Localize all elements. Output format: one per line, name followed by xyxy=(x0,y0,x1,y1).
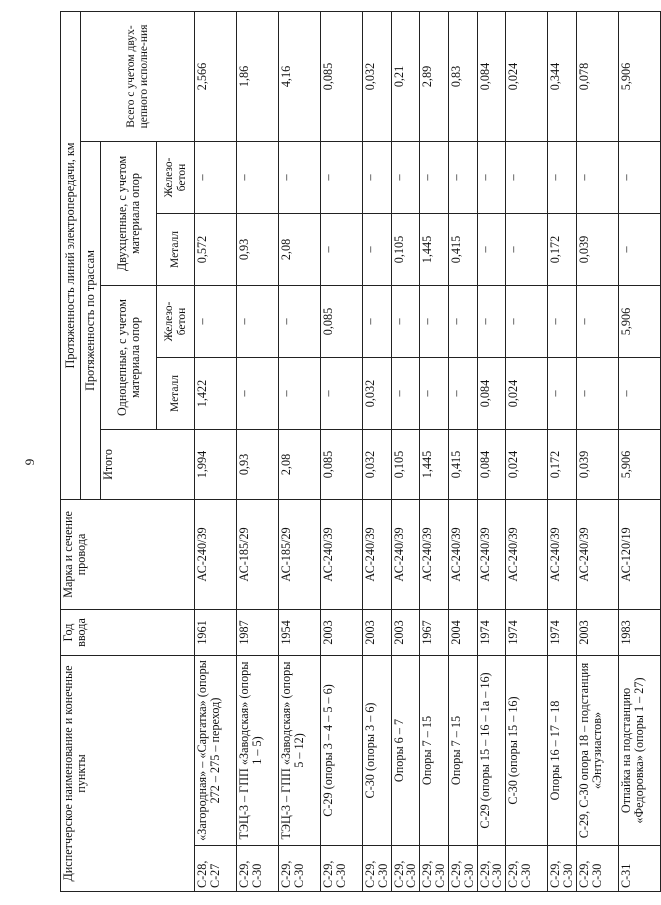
cell-single-metal: – xyxy=(448,357,477,429)
cell-wire: АС-240/39 xyxy=(506,499,548,609)
header-double-concrete: Железо-бетон xyxy=(157,141,195,213)
cell-double-concrete: – xyxy=(363,141,392,213)
table-row xyxy=(321,11,363,891)
cell-single-metal: – xyxy=(420,357,449,429)
cell-single-concrete: – xyxy=(237,285,279,357)
cell-name: С-29 (опоры 3 – 4 – 5 – 6) xyxy=(321,655,363,845)
cell-wire: АС-240/39 xyxy=(391,499,420,609)
cell-wire: АС-120/19 xyxy=(618,499,660,609)
cell-double-metal: 0,572 xyxy=(195,213,237,285)
cell-all: 0,078 xyxy=(576,11,618,141)
cell-single-concrete: – xyxy=(548,285,577,357)
cell-code: С-29, С-30 xyxy=(391,846,420,892)
cell-code: С-29, С-30 xyxy=(420,846,449,892)
cell-single-metal: 0,032 xyxy=(363,357,392,429)
cell-single-concrete: – xyxy=(363,285,392,357)
cell-single-metal: – xyxy=(576,357,618,429)
cell-name: Отпайка на подстанцию «Федоровка» (опоры 1 – 27) xyxy=(618,655,660,845)
cell-code: С-31 xyxy=(618,846,660,892)
header-single-metal: Металл xyxy=(157,357,195,429)
cell-single-concrete: – xyxy=(279,285,321,357)
cell-double-metal: – xyxy=(321,213,363,285)
cell-double-concrete: – xyxy=(618,141,660,213)
cell-all: 0,085 xyxy=(321,11,363,141)
table-row xyxy=(448,11,477,891)
table-row xyxy=(420,11,449,891)
cell-name: ТЭЦ-3 – ГПП «Заводская» (опоры 1 – 5) xyxy=(237,655,279,845)
cell-all: 0,032 xyxy=(363,11,392,141)
cell-single-concrete: – xyxy=(477,285,506,357)
cell-code: С-29, С-30 xyxy=(477,846,506,892)
cell-year: 2003 xyxy=(576,609,618,655)
cell-double-metal: 0,415 xyxy=(448,213,477,285)
cell-single-metal: – xyxy=(321,357,363,429)
cell-double-metal: 1,445 xyxy=(420,213,449,285)
cell-single-metal: – xyxy=(548,357,577,429)
cell-double-concrete: – xyxy=(448,141,477,213)
cell-single-concrete: – xyxy=(448,285,477,357)
cell-all: 2,566 xyxy=(195,11,237,141)
cell-double-concrete: – xyxy=(477,141,506,213)
cell-year: 1983 xyxy=(618,609,660,655)
cell-wire: АС-185/29 xyxy=(279,499,321,609)
cell-wire: АС-240/39 xyxy=(548,499,577,609)
cell-double-concrete: – xyxy=(506,141,548,213)
cell-single-metal: – xyxy=(237,357,279,429)
cell-name: С-30 (опоры 3 – 6) xyxy=(363,655,392,845)
table-row xyxy=(237,11,279,891)
cell-double-concrete: – xyxy=(391,141,420,213)
cell-total: 5,906 xyxy=(618,429,660,499)
cell-wire: АС-240/39 xyxy=(477,499,506,609)
cell-name: Опоры 16 – 17 – 18 xyxy=(548,655,577,845)
cell-single-concrete: – xyxy=(391,285,420,357)
cell-year: 1974 xyxy=(548,609,577,655)
table-row xyxy=(618,11,660,891)
cell-code: С-29, С-30 xyxy=(363,846,392,892)
table-row xyxy=(576,11,618,891)
cell-all: 5,906 xyxy=(618,11,660,141)
cell-code: С-29, С-30 xyxy=(279,846,321,892)
table-row xyxy=(548,11,577,891)
cell-double-metal: – xyxy=(618,213,660,285)
header-total-double: Всего с учетом двух-цепного исполне-ния xyxy=(81,11,195,141)
cell-total: 2,08 xyxy=(279,429,321,499)
cell-total: 0,105 xyxy=(391,429,420,499)
cell-single-metal: 0,084 xyxy=(477,357,506,429)
cell-total: 0,085 xyxy=(321,429,363,499)
cell-year: 1961 xyxy=(195,609,237,655)
cell-double-concrete: – xyxy=(548,141,577,213)
cell-code: С-29, С-30 xyxy=(321,846,363,892)
cell-code: С-28, С-27 xyxy=(195,846,237,892)
cell-total: 0,415 xyxy=(448,429,477,499)
header-wire: Марка и сечение провода xyxy=(61,499,195,609)
cell-double-metal: 0,172 xyxy=(548,213,577,285)
header-total: Итого xyxy=(101,429,195,499)
cell-single-concrete: – xyxy=(506,285,548,357)
cell-year: 2004 xyxy=(448,609,477,655)
cell-single-concrete: – xyxy=(195,285,237,357)
cell-total: 0,032 xyxy=(363,429,392,499)
cell-all: 0,21 xyxy=(391,11,420,141)
cell-all: 0,83 xyxy=(448,11,477,141)
cell-single-metal: – xyxy=(618,357,660,429)
cell-all: 1,86 xyxy=(237,11,279,141)
cell-year: 2003 xyxy=(391,609,420,655)
cell-year: 1987 xyxy=(237,609,279,655)
header-routes-group: Протяженность по трассам xyxy=(81,141,101,499)
table-row xyxy=(195,11,237,891)
cell-wire: АС-240/39 xyxy=(448,499,477,609)
cell-code: С-29, С-30 xyxy=(576,846,618,892)
cell-all: 2,89 xyxy=(420,11,449,141)
cell-total: 0,084 xyxy=(477,429,506,499)
cell-double-metal: 0,039 xyxy=(576,213,618,285)
cell-year: 1974 xyxy=(506,609,548,655)
cell-single-concrete: – xyxy=(420,285,449,357)
cell-name: С-30 (опоры 15 – 16) xyxy=(506,655,548,845)
cell-wire: АС-240/39 xyxy=(195,499,237,609)
cell-total: 0,024 xyxy=(506,429,548,499)
cell-single-concrete: 5,906 xyxy=(618,285,660,357)
cell-year: 2003 xyxy=(363,609,392,655)
cell-wire: АС-240/39 xyxy=(576,499,618,609)
cell-double-concrete: – xyxy=(195,141,237,213)
cell-year: 2003 xyxy=(321,609,363,655)
cell-name: С-29 (опоры 15 – 16 – 1а – 16) xyxy=(477,655,506,845)
cell-total: 1,445 xyxy=(420,429,449,499)
table-row xyxy=(279,11,321,891)
cell-total: 0,172 xyxy=(548,429,577,499)
table-header xyxy=(61,11,195,891)
cell-code: С-29, С-30 xyxy=(237,846,279,892)
cell-single-metal: 1,422 xyxy=(195,357,237,429)
cell-total: 0,93 xyxy=(237,429,279,499)
cell-code: С-29, С-30 xyxy=(548,846,577,892)
header-double-group: Двухцепные, с учетом материала опор xyxy=(101,141,157,285)
cell-wire: АС-240/39 xyxy=(321,499,363,609)
header-length-group: Протяженность линий электропередачи, км xyxy=(61,11,81,499)
cell-name: Опоры 7 – 15 xyxy=(420,655,449,845)
cell-double-metal: 0,93 xyxy=(237,213,279,285)
table-body xyxy=(195,11,661,891)
cell-name: Опоры 6 – 7 xyxy=(391,655,420,845)
cell-wire: АС-185/29 xyxy=(237,499,279,609)
table-row xyxy=(363,11,392,891)
table-row xyxy=(477,11,506,891)
cell-all: 4,16 xyxy=(279,11,321,141)
cell-name: «Загородная» – «Саргатка» (опоры 272 – 275 – переход) xyxy=(195,655,237,845)
cell-total: 0,039 xyxy=(576,429,618,499)
header-year: Год ввода xyxy=(61,609,195,655)
header-double-metal: Металл xyxy=(157,213,195,285)
cell-double-metal: – xyxy=(477,213,506,285)
cell-double-metal: 0,105 xyxy=(391,213,420,285)
cell-double-metal: 2,08 xyxy=(279,213,321,285)
cell-double-metal: – xyxy=(506,213,548,285)
cell-double-concrete: – xyxy=(420,141,449,213)
cell-year: 1967 xyxy=(420,609,449,655)
header-dispatch-name: Диспетчерское наименование и конечные пункты xyxy=(61,655,195,891)
header-single-concrete: Железо-бетон xyxy=(157,285,195,357)
cell-year: 1954 xyxy=(279,609,321,655)
cell-wire: АС-240/39 xyxy=(420,499,449,609)
cell-all: 0,344 xyxy=(548,11,577,141)
cell-single-metal: – xyxy=(391,357,420,429)
page-number: 9 xyxy=(22,458,37,466)
cell-name: Опоры 7 – 15 xyxy=(448,655,477,845)
cell-single-metal: 0,024 xyxy=(506,357,548,429)
cell-all: 0,024 xyxy=(506,11,548,141)
table-stage xyxy=(60,12,646,892)
cell-double-concrete: – xyxy=(237,141,279,213)
cell-double-concrete: – xyxy=(576,141,618,213)
cell-single-metal: – xyxy=(279,357,321,429)
cell-name: С-29, С-30 опора 18 – подстанция «Энтузиастов» xyxy=(576,655,618,845)
cell-double-metal: – xyxy=(363,213,392,285)
table-row xyxy=(391,11,420,891)
cell-code: С-29, С-30 xyxy=(506,846,548,892)
cell-double-concrete: – xyxy=(321,141,363,213)
cell-all: 0,084 xyxy=(477,11,506,141)
cell-total: 1,994 xyxy=(195,429,237,499)
rotated-page xyxy=(60,12,646,892)
cell-single-concrete: – xyxy=(576,285,618,357)
cell-name: ТЭЦ-3 – ГПП «Заводская» (опоры 5 – 12) xyxy=(279,655,321,845)
cell-wire: АС-240/39 xyxy=(363,499,392,609)
cell-double-concrete: – xyxy=(279,141,321,213)
power-lines-table xyxy=(60,11,661,892)
cell-single-concrete: 0,085 xyxy=(321,285,363,357)
cell-code: С-29, С-30 xyxy=(448,846,477,892)
table-row xyxy=(506,11,548,891)
cell-year: 1974 xyxy=(477,609,506,655)
header-single-group: Одноцепные, с учетом материала опор xyxy=(101,285,157,429)
